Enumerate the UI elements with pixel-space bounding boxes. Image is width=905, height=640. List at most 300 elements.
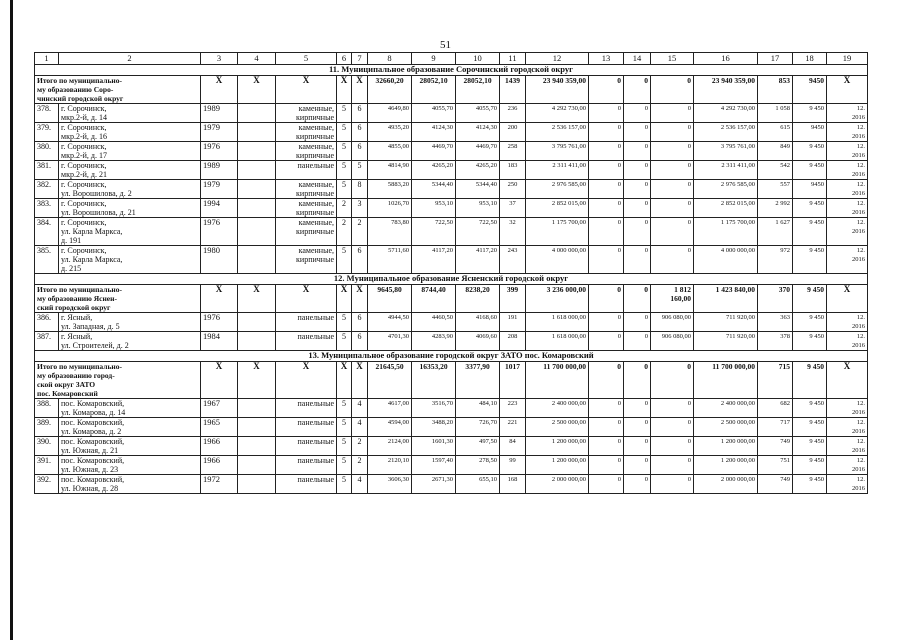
value-cell: 0	[651, 218, 694, 246]
cell-line: ул. Ворошилова, д. 21	[61, 208, 136, 217]
value-cell: 0	[589, 161, 624, 180]
value-cell: 4935,20	[368, 123, 412, 142]
table-row	[35, 218, 868, 246]
cell-line: г. Сорочинск,	[61, 123, 107, 132]
value-cell: 9450	[793, 123, 827, 142]
row-number: 391.	[35, 456, 59, 475]
material-cell	[276, 218, 337, 246]
total-label	[35, 362, 201, 399]
value-cell: 9 450	[793, 313, 827, 332]
cell-line: ский городской округ	[37, 303, 111, 312]
column-header: 8	[368, 53, 412, 65]
entrances-cell: 3	[352, 199, 368, 218]
value-cell: 0	[651, 246, 694, 274]
floors-cell: 5	[337, 104, 352, 123]
address-cell	[59, 218, 201, 246]
value-cell: 0	[624, 456, 651, 475]
cell-line: панельные	[297, 313, 334, 322]
total-cell: 715	[758, 362, 793, 399]
value-cell: 0	[651, 104, 694, 123]
value-cell: 682	[758, 399, 793, 418]
value-cell: 9 450	[793, 246, 827, 274]
cell-line: ул. Южная, д. 21	[61, 446, 119, 455]
section-title-row	[35, 351, 868, 362]
year-cell: 1979	[201, 180, 238, 199]
section-title-row	[35, 65, 868, 76]
cell-line: пос. Комаровский,	[61, 456, 125, 465]
column-header: 12	[526, 53, 589, 65]
column-header: 14	[624, 53, 651, 65]
total-cell: 0	[589, 76, 624, 104]
entrances-cell: 5	[352, 161, 368, 180]
date-cell	[827, 199, 868, 218]
cell-line: чинский городской округ	[37, 94, 124, 103]
entrances-cell: 6	[352, 313, 368, 332]
cell-line: му образованию Яснен-	[37, 294, 117, 303]
cell-line: мкр.2-й, д. 17	[61, 151, 107, 160]
column-header: 11	[500, 53, 526, 65]
date-cell	[827, 104, 868, 123]
cell-line: кирпичные	[296, 113, 334, 122]
material-cell	[276, 246, 337, 274]
cell-line: ул. Карла Маркса,	[61, 227, 123, 236]
value-cell: 4 000 000,00	[526, 246, 589, 274]
empty-cell	[238, 104, 276, 123]
empty-cell	[238, 161, 276, 180]
cell-line: 12.	[856, 476, 865, 483]
total-cell: X	[827, 285, 868, 313]
year-cell: 1984	[201, 332, 238, 351]
value-cell: 0	[624, 142, 651, 161]
value-cell: 208	[500, 332, 526, 351]
table-row	[35, 437, 868, 456]
value-cell: 2 500 000,00	[526, 418, 589, 437]
floors-cell: 5	[337, 123, 352, 142]
cell-line: д. 191	[61, 236, 82, 245]
section-title: 13. Муниципальное образование городской округ ЗАТО пос. Комаровский	[35, 351, 868, 362]
value-cell: 363	[758, 313, 793, 332]
date-cell	[827, 246, 868, 274]
floors-cell: 5	[337, 437, 352, 456]
cell-line: мкр.2-й, д. 16	[61, 132, 107, 141]
date-cell	[827, 180, 868, 199]
value-cell: 9 450	[793, 418, 827, 437]
value-cell: 0	[651, 418, 694, 437]
header-row	[35, 53, 868, 65]
row-number: 381.	[35, 161, 59, 180]
value-cell: 0	[651, 199, 694, 218]
cell-line: пос. Комаровский,	[61, 399, 125, 408]
column-header: 18	[793, 53, 827, 65]
total-cell: 0	[589, 285, 624, 313]
value-cell: 183	[500, 161, 526, 180]
entrances-cell: 6	[352, 104, 368, 123]
value-cell: 9450	[793, 180, 827, 199]
value-cell: 0	[624, 332, 651, 351]
value-cell: 0	[589, 142, 624, 161]
cell-line: кирпичные	[296, 132, 334, 141]
value-cell: 9 450	[793, 437, 827, 456]
value-cell: 4069,60	[456, 332, 500, 351]
value-cell: 0	[651, 437, 694, 456]
value-cell: 906 080,00	[651, 332, 694, 351]
value-cell: 0	[624, 418, 651, 437]
value-cell: 0	[624, 437, 651, 456]
cell-line: 2016	[852, 428, 865, 435]
cell-line: 2016	[852, 485, 865, 492]
cell-line: пос. Комаровский	[37, 389, 98, 398]
total-cell: 399	[500, 285, 526, 313]
value-cell: 9 450	[793, 104, 827, 123]
cell-line: 12.	[856, 419, 865, 426]
cell-line: г. Сорочинск,	[61, 246, 107, 255]
date-cell	[827, 123, 868, 142]
year-cell: 1972	[201, 475, 238, 494]
total-cell: 9 450	[793, 362, 827, 399]
total-cell: 8238,20	[456, 285, 500, 313]
section-title: 12. Муниципальное образование Ясненский городской округ	[35, 274, 868, 285]
value-cell: 2120,10	[368, 456, 412, 475]
value-cell: 0	[651, 475, 694, 494]
total-cell: 853	[758, 76, 793, 104]
total-cell: 1017	[500, 362, 526, 399]
date-cell	[827, 475, 868, 494]
floors-cell: 2	[337, 199, 352, 218]
value-cell: 191	[500, 313, 526, 332]
value-cell: 0	[589, 475, 624, 494]
value-cell: 906 080,00	[651, 313, 694, 332]
value-cell: 849	[758, 142, 793, 161]
cell-line: му образованию Соро-	[37, 85, 114, 94]
total-cell: 11 700 000,00	[694, 362, 758, 399]
value-cell: 972	[758, 246, 793, 274]
cell-line: 12.	[856, 200, 865, 207]
value-cell: 0	[589, 418, 624, 437]
material-cell	[276, 332, 337, 351]
value-cell: 711 920,00	[694, 332, 758, 351]
cell-line: ул. Южная, д. 23	[61, 465, 119, 474]
value-cell: 2 400 000,00	[694, 399, 758, 418]
date-cell	[827, 418, 868, 437]
value-cell: 4594,00	[368, 418, 412, 437]
cell-line: панельные	[297, 399, 334, 408]
cell-line: г. Сорочинск,	[61, 218, 107, 227]
value-cell: 0	[589, 437, 624, 456]
row-number: 380.	[35, 142, 59, 161]
cell-line: пос. Комаровский,	[61, 437, 125, 446]
empty-cell	[238, 218, 276, 246]
cell-line: панельные	[297, 475, 334, 484]
column-header: 19	[827, 53, 868, 65]
date-cell	[827, 399, 868, 418]
empty-cell	[238, 142, 276, 161]
empty-cell	[238, 475, 276, 494]
table-body	[35, 53, 868, 494]
empty-cell	[238, 399, 276, 418]
total-cell: 0	[651, 362, 694, 399]
address-cell	[59, 123, 201, 142]
year-cell: 1966	[201, 437, 238, 456]
total-cell: 21645,50	[368, 362, 412, 399]
cell-line: каменные,	[298, 104, 334, 113]
value-cell: 0	[624, 199, 651, 218]
value-cell: 250	[500, 180, 526, 199]
value-cell: 4055,70	[456, 104, 500, 123]
value-cell: 4460,50	[412, 313, 456, 332]
total-cell: X	[352, 285, 368, 313]
value-cell: 4124,30	[456, 123, 500, 142]
value-cell: 0	[651, 399, 694, 418]
value-cell: 0	[589, 399, 624, 418]
total-cell: 8744,40	[412, 285, 456, 313]
value-cell: 258	[500, 142, 526, 161]
value-cell: 2 536 157,00	[526, 123, 589, 142]
cell-line: каменные,	[298, 123, 334, 132]
value-cell: 5344,40	[412, 180, 456, 199]
value-cell: 0	[651, 123, 694, 142]
total-cell: 1 423 840,00	[694, 285, 758, 313]
cell-line: 12.	[856, 314, 865, 321]
year-cell: 1989	[201, 104, 238, 123]
entrances-cell: 4	[352, 399, 368, 418]
value-cell: 2 500 000,00	[694, 418, 758, 437]
entrances-cell: 6	[352, 246, 368, 274]
value-cell: 168	[500, 475, 526, 494]
cell-line: г. Сорочинск,	[61, 180, 107, 189]
value-cell: 1026,70	[368, 199, 412, 218]
row-number: 379.	[35, 123, 59, 142]
column-header: 10	[456, 53, 500, 65]
value-cell: 278,50	[456, 456, 500, 475]
value-cell: 2 852 015,00	[526, 199, 589, 218]
value-cell: 0	[651, 180, 694, 199]
cell-line: панельные	[297, 456, 334, 465]
value-cell: 4055,70	[412, 104, 456, 123]
value-cell: 3 795 761,00	[694, 142, 758, 161]
value-cell: 0	[589, 332, 624, 351]
value-cell: 4649,80	[368, 104, 412, 123]
value-cell: 1 175 700,00	[694, 218, 758, 246]
total-cell: 3 236 000,00	[526, 285, 589, 313]
address-cell	[59, 199, 201, 218]
value-cell: 0	[589, 104, 624, 123]
material-cell	[276, 456, 337, 475]
value-cell: 0	[589, 218, 624, 246]
material-cell	[276, 475, 337, 494]
date-cell	[827, 332, 868, 351]
value-cell: 9 450	[793, 199, 827, 218]
cell-line: 12.	[856, 457, 865, 464]
total-cell: 9 450	[793, 285, 827, 313]
entrances-cell: 6	[352, 332, 368, 351]
value-cell: 9 450	[793, 456, 827, 475]
column-header: 9	[412, 53, 456, 65]
floors-cell: 5	[337, 332, 352, 351]
row-number: 388.	[35, 399, 59, 418]
value-cell: 497,50	[456, 437, 500, 456]
total-cell: 9450	[793, 76, 827, 104]
table-row	[35, 332, 868, 351]
table-row	[35, 123, 868, 142]
value-cell: 4265,20	[456, 161, 500, 180]
empty-cell	[238, 313, 276, 332]
value-cell: 4944,50	[368, 313, 412, 332]
cell-line: 12.	[856, 247, 865, 254]
value-cell: 2 311 411,00	[526, 161, 589, 180]
cell-line: ул. Западная, д. 5	[61, 322, 120, 331]
value-cell: 378	[758, 332, 793, 351]
cell-line: 12.	[856, 181, 865, 188]
cell-line: 2016	[852, 447, 865, 454]
value-cell: 1 200 000,00	[694, 456, 758, 475]
section-title-row	[35, 274, 868, 285]
row-number: 383.	[35, 199, 59, 218]
value-cell: 717	[758, 418, 793, 437]
value-cell: 99	[500, 456, 526, 475]
value-cell: 9 450	[793, 475, 827, 494]
value-cell: 749	[758, 475, 793, 494]
cell-line: каменные,	[298, 246, 334, 255]
value-cell: 4617,00	[368, 399, 412, 418]
value-cell: 484,10	[456, 399, 500, 418]
date-cell	[827, 142, 868, 161]
row-number: 392.	[35, 475, 59, 494]
table-row	[35, 475, 868, 494]
floors-cell: 5	[337, 418, 352, 437]
address-cell	[59, 104, 201, 123]
total-row	[35, 285, 868, 313]
value-cell: 243	[500, 246, 526, 274]
value-cell: 557	[758, 180, 793, 199]
date-cell	[827, 437, 868, 456]
value-cell: 0	[589, 199, 624, 218]
material-cell	[276, 437, 337, 456]
value-cell: 4469,70	[456, 142, 500, 161]
cell-line: панельные	[297, 418, 334, 427]
floors-cell: 5	[337, 475, 352, 494]
table-row	[35, 246, 868, 274]
entrances-cell: 2	[352, 437, 368, 456]
address-cell	[59, 246, 201, 274]
total-cell: X	[827, 76, 868, 104]
value-cell: 542	[758, 161, 793, 180]
value-cell: 4283,90	[412, 332, 456, 351]
value-cell: 2 992	[758, 199, 793, 218]
material-cell	[276, 313, 337, 332]
floors-cell: 5	[337, 180, 352, 199]
cell-line: ул. Южная, д. 28	[61, 484, 119, 493]
value-cell: 3516,70	[412, 399, 456, 418]
row-number: 389.	[35, 418, 59, 437]
empty-cell	[238, 199, 276, 218]
row-number: 385.	[35, 246, 59, 274]
value-cell: 0	[624, 161, 651, 180]
total-cell: X	[201, 362, 238, 399]
cell-line: Итого по муниципально-	[37, 285, 122, 294]
value-cell: 4855,00	[368, 142, 412, 161]
value-cell: 2 000 000,00	[526, 475, 589, 494]
column-header: 16	[694, 53, 758, 65]
cell-line: 2016	[852, 152, 865, 159]
cell-line: 2016	[852, 190, 865, 197]
material-cell	[276, 161, 337, 180]
total-cell: 0	[651, 76, 694, 104]
value-cell: 9 450	[793, 218, 827, 246]
cell-line: 2016	[852, 171, 865, 178]
column-header: 15	[651, 53, 694, 65]
cell-line: 12.	[856, 400, 865, 407]
value-cell: 0	[624, 123, 651, 142]
address-cell	[59, 456, 201, 475]
value-cell: 2 976 585,00	[526, 180, 589, 199]
left-margin-bar	[10, 0, 13, 640]
total-cell: X	[238, 362, 276, 399]
total-cell: X	[337, 76, 352, 104]
material-cell	[276, 123, 337, 142]
total-cell: X	[352, 362, 368, 399]
value-cell: 236	[500, 104, 526, 123]
total-cell: 1 812 160,00	[651, 285, 694, 313]
value-cell: 1 175 700,00	[526, 218, 589, 246]
value-cell: 0	[624, 313, 651, 332]
total-cell: 1439	[500, 76, 526, 104]
cell-line: мкр.2-й, д. 21	[61, 170, 107, 179]
cell-line: каменные,	[298, 142, 334, 151]
cell-line: 12.	[856, 124, 865, 131]
value-cell: 4469,70	[412, 142, 456, 161]
value-cell: 2 976 585,00	[694, 180, 758, 199]
entrances-cell: 4	[352, 475, 368, 494]
year-cell: 1980	[201, 246, 238, 274]
value-cell: 3 795 761,00	[526, 142, 589, 161]
address-cell	[59, 161, 201, 180]
column-header: 13	[589, 53, 624, 65]
value-cell: 1 627	[758, 218, 793, 246]
value-cell: 37	[500, 199, 526, 218]
value-cell: 953,10	[456, 199, 500, 218]
address-cell	[59, 475, 201, 494]
cell-line: 2016	[852, 342, 865, 349]
cell-line: 2016	[852, 409, 865, 416]
value-cell: 2 852 015,00	[694, 199, 758, 218]
cell-line: каменные,	[298, 218, 334, 227]
table-row	[35, 199, 868, 218]
entrances-cell: 2	[352, 218, 368, 246]
table-row	[35, 418, 868, 437]
value-cell: 4124,30	[412, 123, 456, 142]
value-cell: 200	[500, 123, 526, 142]
cell-line: г. Сорочинск,	[61, 104, 107, 113]
column-header: 3	[201, 53, 238, 65]
value-cell: 722,50	[456, 218, 500, 246]
total-cell: 23 940 359,00	[526, 76, 589, 104]
table-row	[35, 399, 868, 418]
material-cell	[276, 180, 337, 199]
cell-line: кирпичные	[296, 255, 334, 264]
total-cell: 0	[589, 362, 624, 399]
value-cell: 4117,20	[412, 246, 456, 274]
cell-line: пос. Комаровский,	[61, 475, 125, 484]
table-row	[35, 142, 868, 161]
total-cell: 28052,10	[412, 76, 456, 104]
value-cell: 1597,40	[412, 456, 456, 475]
table-row	[35, 456, 868, 475]
value-cell: 711 920,00	[694, 313, 758, 332]
cell-line: ской округ ЗАТО	[37, 380, 96, 389]
value-cell: 4 000 000,00	[694, 246, 758, 274]
cell-line: Итого по муниципально-	[37, 76, 122, 85]
column-header: 6	[337, 53, 352, 65]
